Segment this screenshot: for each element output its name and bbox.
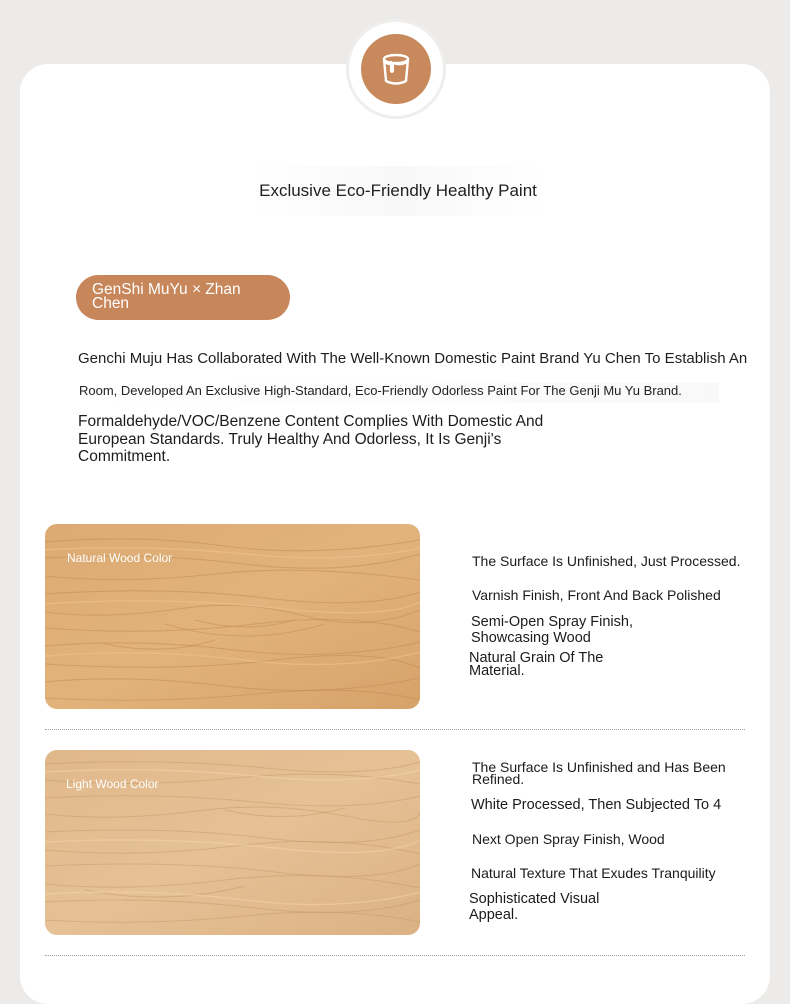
light-wood-desc-1: The Surface Is Unfinished and Has Been	[472, 759, 726, 775]
collab-pill-line-2: Chen	[92, 295, 130, 312]
collab-pill-line-1: GenShi MuYu × Zhan	[92, 281, 241, 298]
light-wood-desc-6: Sophisticated Visual	[469, 891, 600, 907]
section-divider	[45, 729, 745, 730]
section-divider-2	[45, 955, 745, 956]
header-badge	[349, 22, 443, 116]
light-wood-desc-3: White Processed, Then Subjected To 4	[471, 797, 722, 813]
collab-paragraph-2: Room, Developed An Exclusive High-Standard, Eco-Friendly Odorless Paint For The Genji Mu Yu Brand.	[79, 383, 719, 403]
natural-wood-desc-1: The Surface Is Unfinished, Just Processed.	[472, 553, 741, 569]
natural-wood-desc-3: Semi-Open Spray Finish,	[471, 614, 633, 630]
natural-wood-desc-5: Natural Grain Of The	[469, 650, 604, 666]
light-wood-desc-7: Appeal.	[469, 907, 519, 923]
light-wood-desc-5: Natural Texture That Exudes Tranquility	[471, 865, 716, 881]
natural-wood-desc-2: Varnish Finish, Front And Back Polished	[472, 587, 721, 603]
collab-paragraph-1: Genchi Muju Has Collaborated With The Well-Known Domestic Paint Brand Yu Chen To Establish An	[78, 350, 748, 367]
collab-paragraph-3-line-2: European Standards. Truly Healthy And Odorless, It Is Genji's	[78, 430, 502, 448]
collab-paragraph-3	[78, 413, 598, 466]
light-wood-swatch	[45, 750, 420, 935]
light-wood-desc-4: Next Open Spray Finish, Wood	[472, 831, 665, 847]
natural-wood-label: Natural Wood Color	[67, 551, 173, 565]
badge-circle	[361, 34, 431, 104]
natural-wood-swatch	[45, 524, 420, 709]
natural-wood-desc-4: Showcasing Wood	[471, 630, 591, 646]
page-title: Exclusive Eco-Friendly Healthy Paint	[248, 166, 548, 216]
collab-paragraph-3-line-1: Formaldehyde/VOC/Benzene Content Complies With Domestic And	[78, 413, 544, 430]
paint-bucket-icon	[376, 49, 416, 89]
collab-paragraph-3-line-3: Commitment.	[78, 448, 171, 465]
natural-wood-desc-6: Material.	[469, 663, 525, 679]
light-wood-label: Light Wood Color	[66, 777, 159, 791]
light-wood-desc-2: Refined.	[472, 771, 525, 787]
collab-pill	[76, 275, 290, 320]
